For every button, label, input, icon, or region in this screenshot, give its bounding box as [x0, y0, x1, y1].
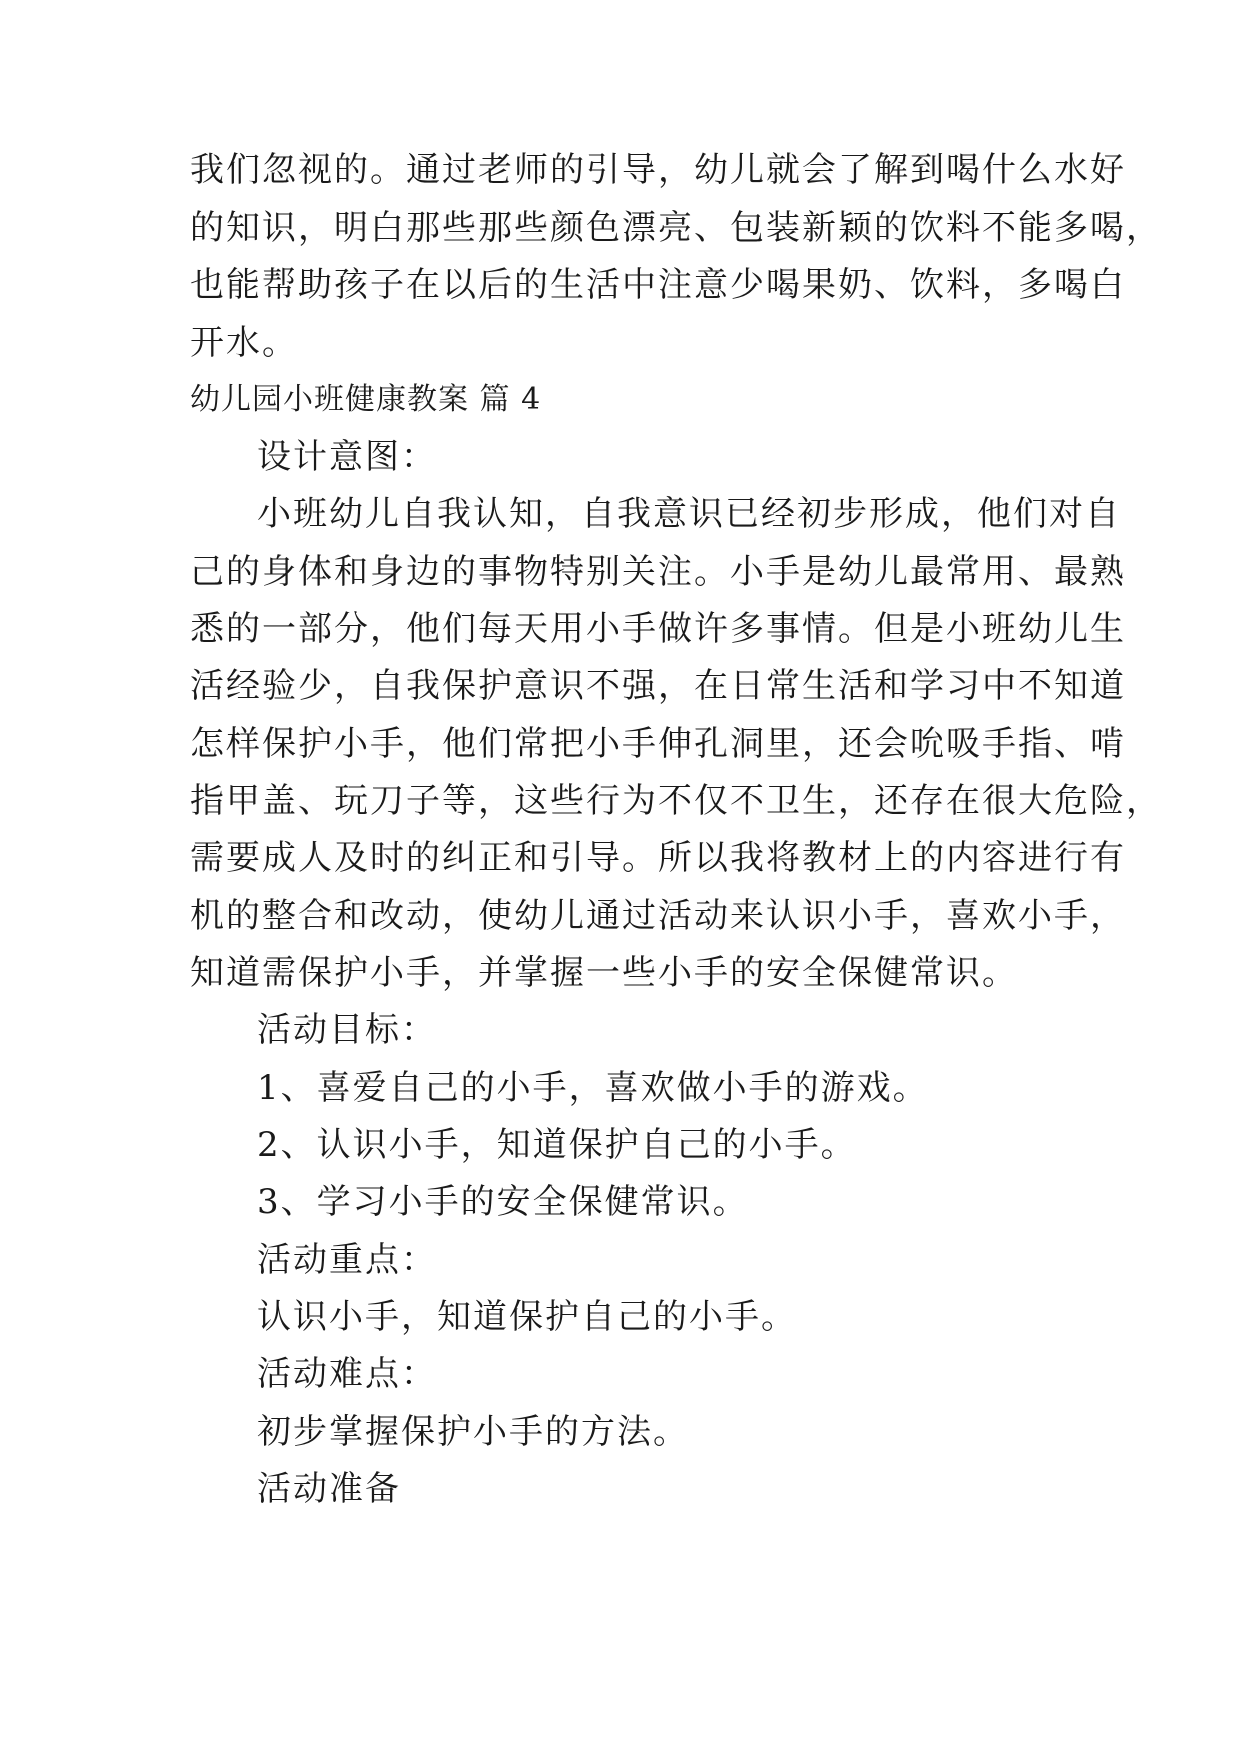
- paragraph-line: 己的身体和身边的事物特别关注。小手是幼儿最常用、最熟: [190, 552, 1126, 592]
- paragraph-line: 小班幼儿自我认知，自我意识已经初步形成，他们对自: [257, 494, 1121, 534]
- paragraph-line: 的知识，明白那些那些颜色漂亮、包装新颖的饮料不能多喝，: [190, 208, 1162, 248]
- paragraph-line: 机的整合和改动，使幼儿通过活动来认识小手，喜欢小手，: [190, 896, 1126, 936]
- paragraph-line: 也能帮助孩子在以后的生活中注意少喝果奶、饮料，多喝白: [190, 265, 1126, 305]
- goals-label: 活动目标：: [257, 1010, 437, 1050]
- difficulty-text: 初步掌握保护小手的方法。: [257, 1412, 689, 1452]
- paragraph-line: 活经验少，自我保护意识不强，在日常生活和学习中不知道: [190, 666, 1126, 706]
- goal-item: 3、学习小手的安全保健常识。: [257, 1182, 749, 1222]
- design-label: 设计意图：: [257, 437, 437, 477]
- goal-item: 2、认识小手，知道保护自己的小手。: [257, 1125, 857, 1165]
- goal-item: 1、喜爱自己的小手，喜欢做小手的游戏。: [257, 1068, 929, 1108]
- paragraph-line: 开水。: [190, 323, 298, 363]
- paragraph-line: 我们忽视的。通过老师的引导，幼儿就会了解到喝什么水好: [190, 150, 1126, 190]
- key-text: 认识小手，知道保护自己的小手。: [257, 1297, 797, 1337]
- section-title: 幼儿园小班健康教案 篇 4: [190, 382, 542, 417]
- paragraph-line: 怎样保护小手，他们常把小手伸孔洞里，还会吮吸手指、啃: [190, 724, 1126, 764]
- prep-label: 活动准备: [257, 1469, 401, 1509]
- paragraph-line: 指甲盖、玩刀子等，这些行为不仅不卫生，还存在很大危险，: [190, 781, 1162, 821]
- paragraph-line: 需要成人及时的纠正和引导。所以我将教材上的内容进行有: [190, 838, 1126, 878]
- difficulty-label: 活动难点：: [257, 1354, 437, 1394]
- key-label: 活动重点：: [257, 1240, 437, 1280]
- paragraph-line: 知道需保护小手，并掌握一些小手的安全保健常识。: [190, 953, 1018, 993]
- paragraph-line: 悉的一部分，他们每天用小手做许多事情。但是小班幼儿生: [190, 609, 1126, 649]
